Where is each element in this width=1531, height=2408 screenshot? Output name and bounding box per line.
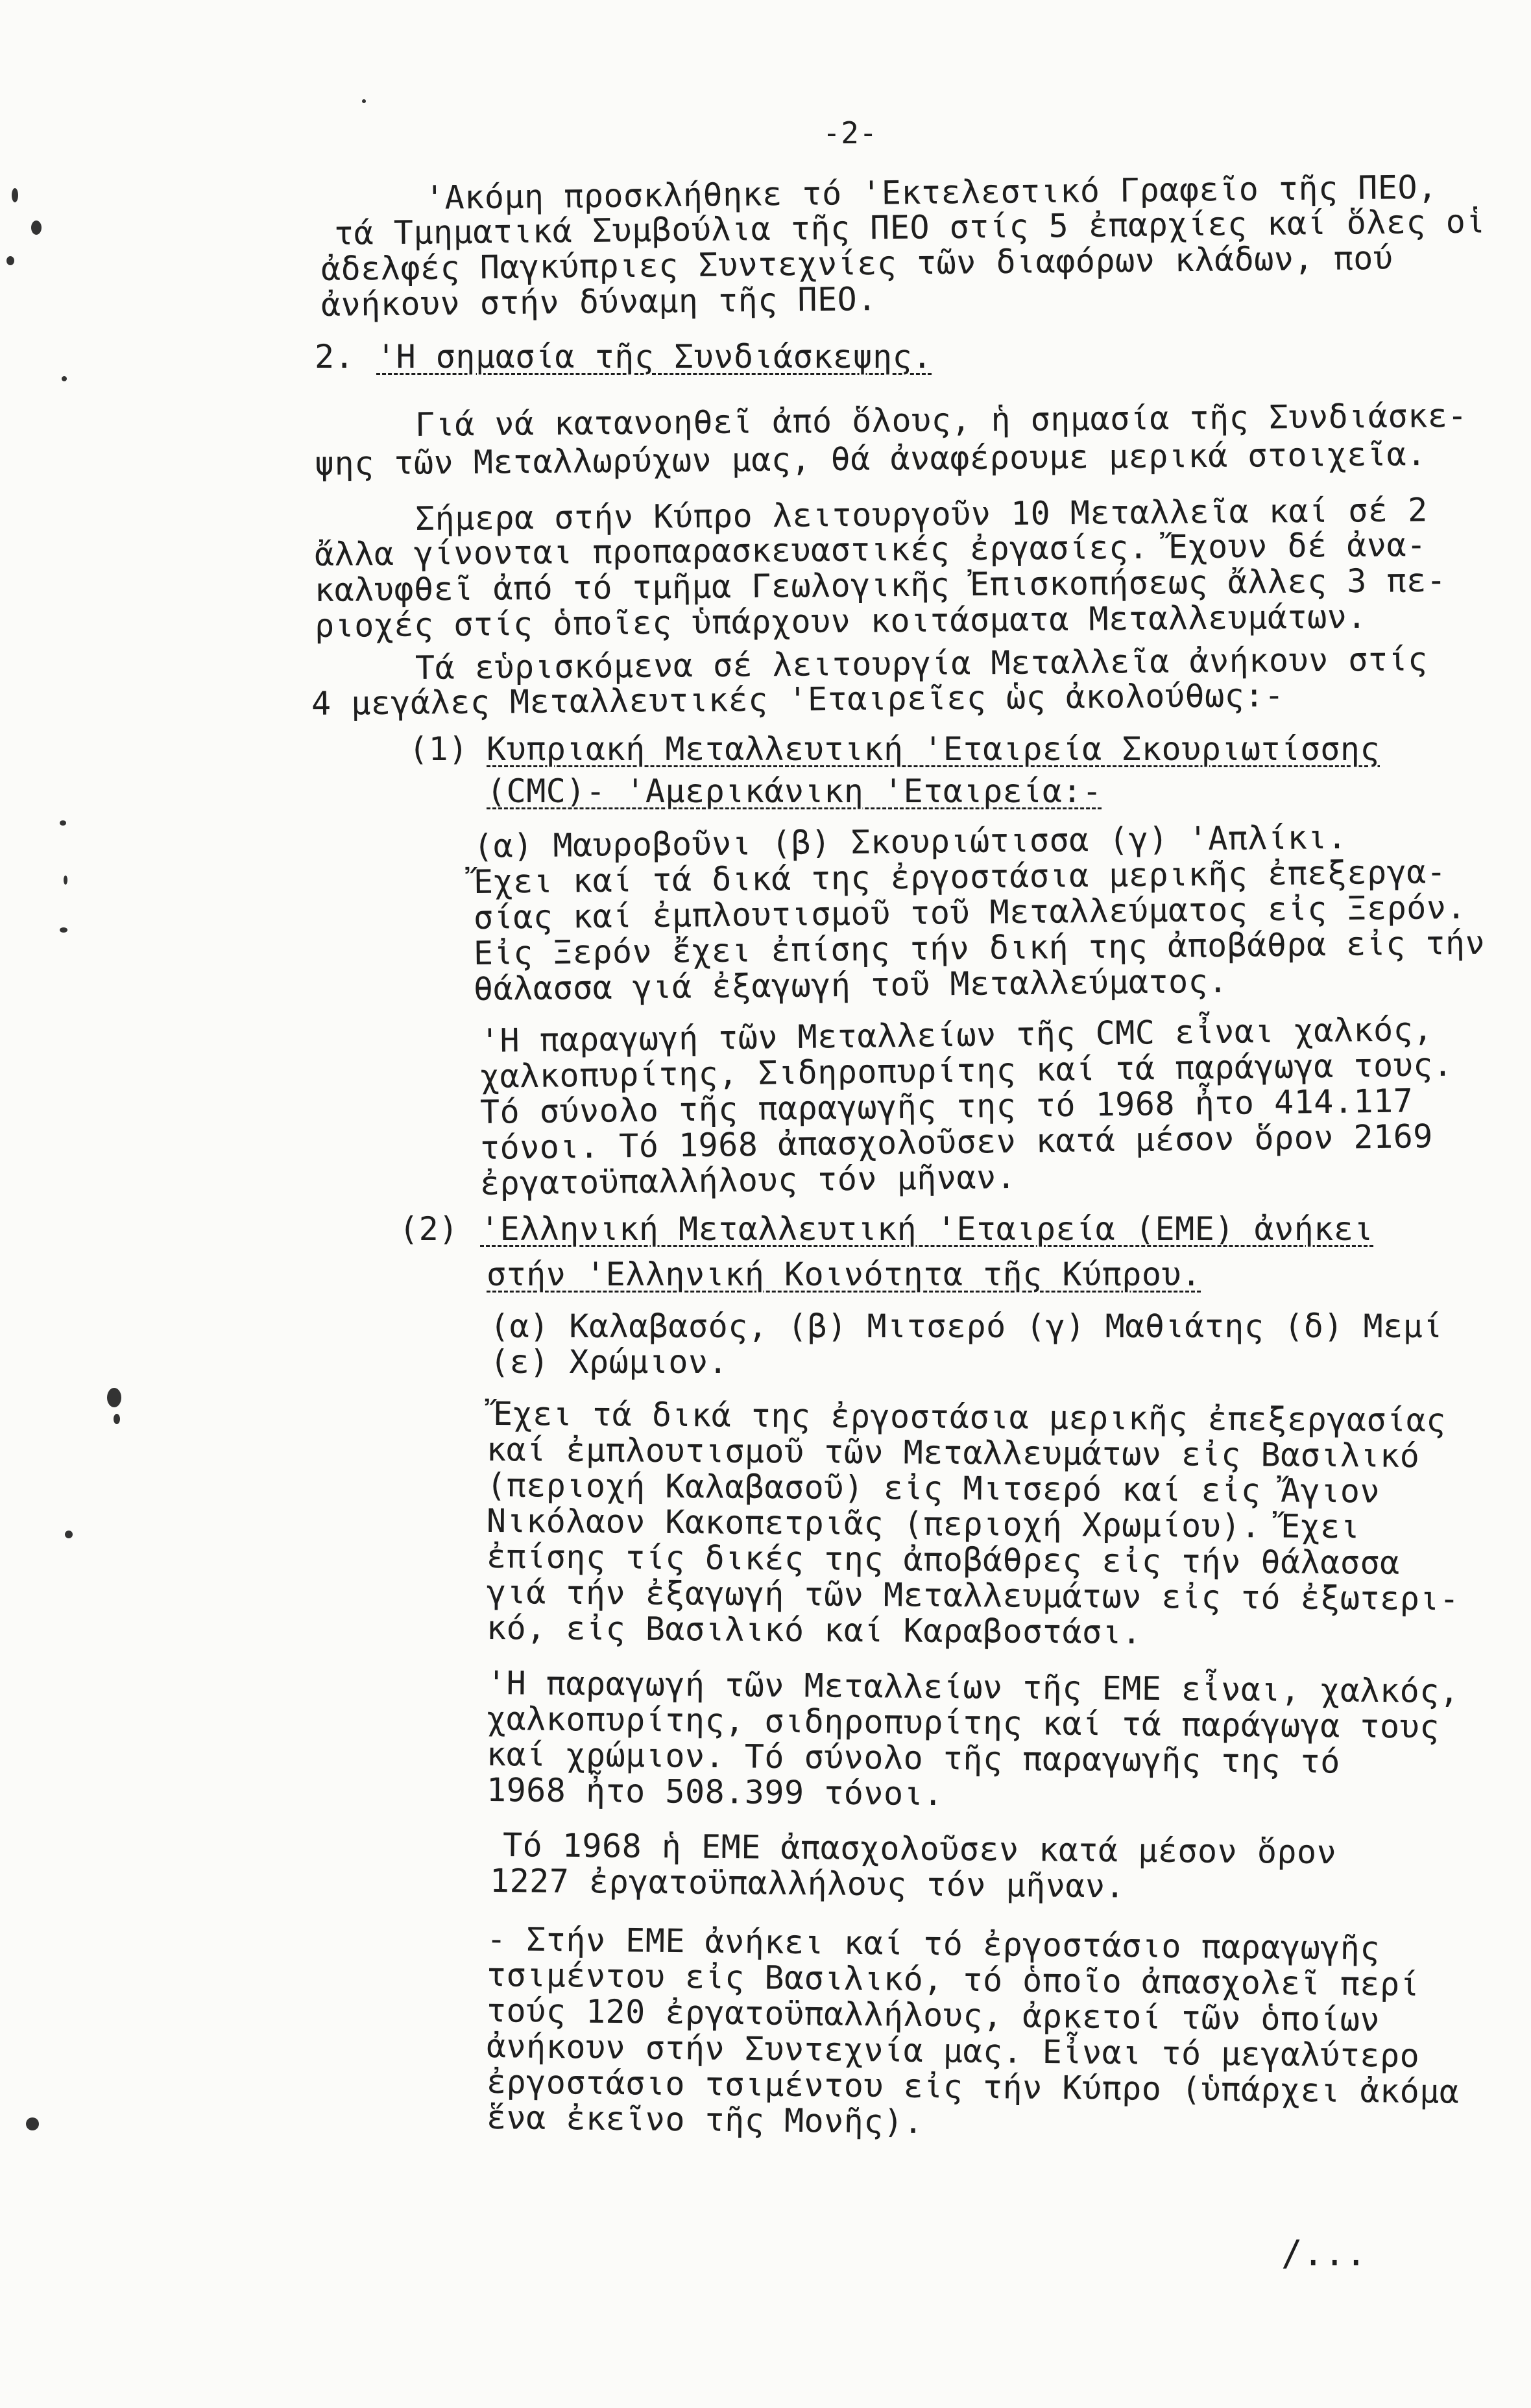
text-line: ἐργοστάσιο τσιμέντου εἰς τήν Κύπρο (ὑπάρχει ἀκόμα (486, 2063, 1460, 2111)
text-line: Τό σύνολο τῆς παραγωγῆς της τό 1968 ἦτο 414.117 (479, 1082, 1414, 1131)
text-line: σίας καί ἐμπλουτισμοῦ τοῦ Μεταλλεύματος εἰς Ξερόν. (473, 888, 1467, 936)
list-number: (2) (399, 1210, 459, 1248)
text-line: Τά εὑρισκόμενα σέ λειτουργία Μεταλλεῖα ἀνήκουν στίς (415, 640, 1428, 687)
company-heading: Κυπριακή Μεταλλευτική 'Εταιρεία Σκουριωτίσσης (487, 730, 1380, 768)
text-line: 4 μεγάλες Μεταλλευτικές 'Εταιρεῖες ὡς ἀκολούθως:- (311, 676, 1284, 722)
text-line: Σήμερα στήν Κύπρο λειτουργοῦν 10 Μεταλλεῖα καί σέ 2 (415, 491, 1428, 538)
text-line: θάλασσα γιά ἐξαγωγή τοῦ Μεταλλεύματος. (473, 962, 1229, 1008)
continuation-mark: /... (1281, 2233, 1368, 2274)
text-line: 'Η παραγωγή τῶν Μεταλλείων τῆς ΕΜΕ εἶναι, χαλκός, (486, 1664, 1460, 1711)
text-line: 1968 ἦτο 508.399 τόνοι. (486, 1771, 944, 1813)
text-line: ἀνήκουν στήν δύναμη τῆς ΠΕΟ. (320, 280, 878, 324)
text-line: καί χρώμιον. Τό σύνολο τῆς παραγωγῆς της τό (486, 1735, 1341, 1781)
scan-speck (12, 188, 18, 202)
text-line: ἀνήκουν στήν Συντεχνία μας. Εἶναι τό μεγαλύτερο (486, 2027, 1420, 2075)
text-line: (περιοχή Καλαβασοῦ) εἰς Μιτσερό καί εἰς Ἄγιον (486, 1466, 1380, 1510)
text-line: Εἰς Ξερόν ἔχει ἐπίσης τήν δική της ἀποβάθρα εἰς τήν (473, 924, 1486, 972)
text-line: (α) Καλαβασός, (β) Μιτσερό (γ) Μαθιάτης (δ) Μεμί (490, 1307, 1443, 1345)
text-line: τά Τμηματικά Συμβούλια τῆς ΠΕΟ στίς 5 ἐπαρχίες καί ὅλες οἱ (333, 202, 1486, 252)
text-line: (α) Μαυροβοῦνι (β) Σκουριώτισσα (γ) 'Απλίκι. (473, 818, 1347, 865)
text-line: ψης τῶν Μεταλλωρύχων μας, θά ἀναφέρουμε μερικά στοιχεῖα. (314, 435, 1427, 483)
text-line: - Στήν ΕΜΕ ἀνήκει καί τό ἐργοστάσιο παραγωγῆς (486, 1920, 1380, 1968)
scan-speck (64, 876, 67, 885)
text-line: τόνοι. Τό 1968 ἀπασχολοῦσεν κατά μέσον ὅρον 2169 (479, 1117, 1434, 1167)
text-line: ἐπίσης τίς δικές της ἀποβάθρες εἰς τήν θάλασσα (486, 1538, 1400, 1582)
scan-speck (362, 99, 366, 103)
text-line: ἄλλα γίνονται προπαρασκευαστικές ἐργασίες. Ἔχουν δέ ἀνα- (314, 526, 1427, 573)
section-heading: 'Η σημασία τῆς Συνδιάσκεψης. (376, 338, 932, 376)
text-line: Ἔχει τά δικά της ἐργοστάσια μερικῆς ἐπεξεργασίας (492, 1395, 1447, 1440)
scan-speck (114, 1414, 120, 1424)
page-number: -2- (823, 115, 878, 150)
text-line: Τό 1968 ἡ ΕΜΕ ἀπασχολοῦσεν κατά μέσον ὅρον (502, 1826, 1337, 1872)
text-line: χαλκοπυρίτης, σιδηροπυρίτης καί τά παράγωγα τους (486, 1700, 1440, 1746)
company-heading: στήν 'Ελληνική Κοινότητα τῆς Κύπρου. (487, 1256, 1201, 1293)
text-line: καί ἐμπλουτισμοῦ τῶν Μεταλλευμάτων εἰς Βασιλικό (486, 1431, 1420, 1475)
text-line: ἕνα ἐκεῖνο τῆς Μονῆς). (486, 2099, 924, 2141)
company-heading: (CMC)- 'Αμερικάνικη 'Εταιρεία:- (487, 772, 1102, 810)
text-line: κό, εἰς Βασιλικό καί Καραβοστάσι. (486, 1609, 1142, 1652)
scan-speck (65, 1531, 73, 1538)
text-line: ριοχές στίς ὁποῖες ὑπάρχουν κοιτάσματα Μεταλλευμάτων. (314, 597, 1368, 645)
scan-speck (31, 221, 42, 235)
text-line: Ἔχει καί τά δικά της ἐργοστάσια μερικῆς ἐπεξεργα- (473, 853, 1447, 901)
text-line: (ε) Χρώμιον. (490, 1343, 729, 1381)
scan-speck (60, 927, 67, 933)
text-line: χαλκοπυρίτης, Σιδηροπυρίτης καί τά παράγωγα τους. (479, 1045, 1453, 1095)
scan-speck (6, 256, 14, 265)
text-line: Νικόλαον Κακοπετριᾶς (περιοχή Χρωμίου). Ἔχει (486, 1502, 1360, 1546)
text-line: 'Η παραγωγή τῶν Μεταλλείων τῆς CMC εἶναι χαλκός, (479, 1010, 1434, 1060)
text-line: τούς 120 ἐργατοϋπαλλήλους, ἀρκετοί τῶν ὁποίων (486, 1992, 1380, 2039)
scan-speck (62, 376, 67, 381)
text-line: ἀδελφές Παγκύπριες Συντεχνίες τῶν διαφόρων κλάδων, πού (320, 239, 1393, 288)
text-line: Γιά νά κατανοηθεῖ ἀπό ὅλους, ἡ σημασία τῆς Συνδιάσκε- (415, 396, 1468, 444)
text-line: καλυφθεῖ ἀπό τό τμῆμα Γεωλογικῆς Ἐπισκοπήσεως ἄλλες 3 πε- (314, 561, 1447, 609)
text-line: ἐργατοϋπαλλήλους τόν μῆναν. (479, 1158, 1017, 1202)
list-number: (1) (409, 730, 468, 768)
scan-speck (107, 1388, 121, 1407)
text-line: γιά τήν ἐξαγωγή τῶν Μεταλλευμάτων εἰς τό ἐξωτερι- (486, 1573, 1460, 1618)
scan-speck (26, 2117, 39, 2130)
company-heading: 'Ελληνική Μεταλλευτική 'Εταιρεία (ΕΜΕ) ἀνήκει (480, 1210, 1374, 1248)
text-line: 'Ακόμη προσκλήθηκε τό 'Εκτελεστικό Γραφεῖο τῆς ΠΕΟ, (424, 168, 1438, 217)
scan-speck (60, 820, 66, 826)
text-line: τσιμέντου εἰς Βασιλικό, τό ὁποῖο ἀπασχολεῖ περί (486, 1956, 1420, 2004)
text-line: 1227 ἐργατοϋπαλλήλους τόν μῆναν. (489, 1862, 1126, 1905)
section-number: 2. (315, 338, 355, 376)
